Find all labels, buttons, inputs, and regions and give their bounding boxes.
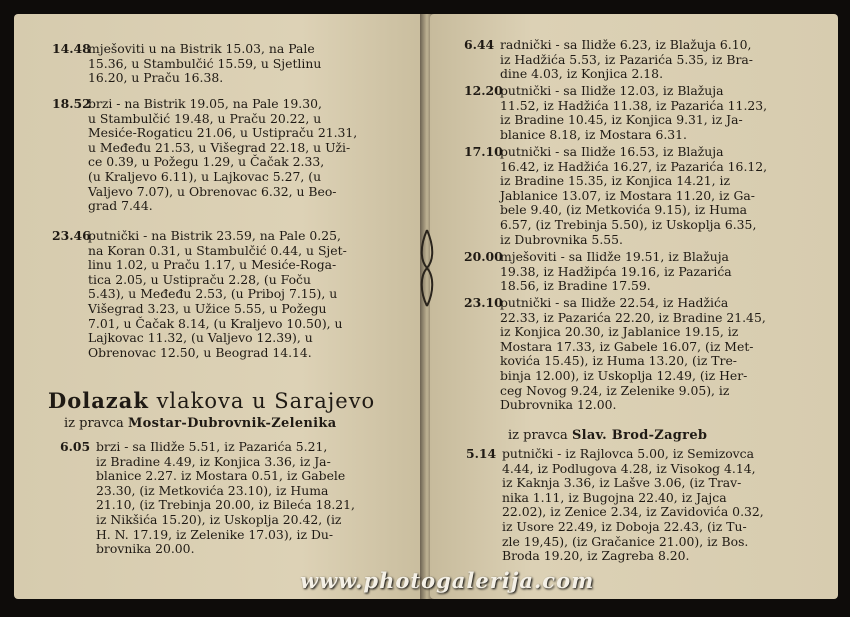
route-prefix: iz pravca <box>508 428 572 443</box>
entry-line: Obrenovac 12.50, u Beograd 14.14. <box>88 344 312 360</box>
entry-line: Jablanice 13.07, iz Mostara 11.20, iz Ga- <box>500 187 755 203</box>
departure-time: 18.52 <box>52 96 91 111</box>
entry-line: 6.57, (iz Trebinja 5.50), iz Uskoplja 6.35, <box>500 216 757 232</box>
entry-line: brzi - na Bistrik 19.05, na Pale 19.30, <box>88 96 322 111</box>
entry-line: 7.01, u Čačak 8.14, (u Kraljevo 10.50), u <box>88 315 343 331</box>
entry-line: nika 1.11, iz Bugojna 22.40, iz Jajca <box>502 489 727 505</box>
entry-line: linu 1.02, u Praču 1.17, u Mesiće-Roga- <box>88 257 337 273</box>
entry-line: Mesiće-Rogaticu 21.06, u Ustipraču 21.31, <box>88 125 358 141</box>
route-prefix: iz pravca <box>64 416 128 431</box>
entry-line: 4.44, iz Podlugova 4.28, iz Visokog 4.14, <box>502 460 756 476</box>
arrival-time: 5.14 <box>466 446 497 461</box>
entry-line: binja 12.00), iz Uskoplja 12.49, (iz Her- <box>500 367 748 383</box>
entry-line: zle 19,45), (iz Gračanice 21.00), iz Bos. <box>502 533 749 549</box>
entry-line: Lajkovac 11.32, (u Valjevo 12.39), u <box>88 330 313 346</box>
entry-line: iz Konjica 20.30, iz Jablanice 19.15, iz <box>500 324 739 340</box>
entry-line: 21.10, (iz Trebinja 20.00, iz Bileća 18.21, <box>96 497 355 513</box>
entry-line: grad 7.44. <box>88 198 153 214</box>
entry-line: ce 0.39, u Požegu 1.29, u Čačak 2.33, <box>88 154 325 170</box>
route-subheading <box>508 428 707 443</box>
entry-line: u Međeđu 21.53, u Višegrad 22.18, u Uži- <box>88 139 351 155</box>
entry-line: iz Hadžića 5.53, iz Pazarića 5.35, iz Bra- <box>500 51 753 67</box>
entry-line: 11.52, iz Hadžića 11.38, iz Pazarića 11.23, <box>500 97 768 113</box>
entry-line: blanice 8.18, iz Mostara 6.31. <box>500 126 687 142</box>
entry-line: radnički - sa Ilidže 6.23, iz Blažuja 6.10, <box>500 37 752 52</box>
arrival-time: 12.20 <box>464 83 503 98</box>
entry-line: Mostara 17.33, iz Gabele 16.07, (iz Met- <box>500 338 754 354</box>
watermark: www.photogalerija.com <box>300 568 595 593</box>
entry-line: 5.43), u Međeđu 2.53, (u Priboj 7.15), u <box>88 286 338 302</box>
heading-rest: vlakova u Sarajevo <box>148 389 376 413</box>
entry-line: tica 2.05, u Ustipraču 2.28, (u Foču <box>88 271 311 287</box>
arrival-time: 20.00 <box>464 249 503 264</box>
entry-line: brovnika 20.00. <box>96 541 195 557</box>
route-name: Slav. Brod-Zagreb <box>571 428 708 443</box>
entry-line: mješoviti u na Bistrik 15.03, na Pale <box>88 41 315 56</box>
entry-line: (u Kraljevo 6.11), u Lajkovac 5.27, (u <box>88 168 322 184</box>
entry-line: iz Bradine 10.45, iz Konjica 9.31, iz Ja- <box>500 112 743 128</box>
entry-line: mješoviti - sa Ilidže 19.51, iz Blažuja <box>500 249 729 264</box>
departure-time: 23.46 <box>52 228 91 243</box>
entry-line: iz Usore 22.49, iz Doboja 22.43, (iz Tu- <box>502 518 747 534</box>
arrival-time: 17.10 <box>464 144 503 159</box>
entry-line: ceg Novog 9.24, iz Zelenike 9.05), iz <box>500 382 730 398</box>
entry-line: bele 9.40, (iz Metkovića 9.15), iz Huma <box>500 202 748 218</box>
entry-line: 22.33, iz Pazarića 22.20, iz Bradine 21.45, <box>500 309 766 325</box>
entry-line: dine 4.03, iz Konjica 2.18. <box>500 66 664 82</box>
entry-line: Broda 19.20, iz Zagreba 8.20. <box>502 548 690 564</box>
entry-line: putnički - iz Rajlovca 5.00, iz Semizovca <box>502 446 755 461</box>
entry-line: blanice 2.27. iz Mostara 0.51, iz Gabele <box>96 468 346 484</box>
entry-line: iz Bradine 4.49, iz Konjica 3.36, iz Ja- <box>96 453 331 469</box>
entry-line: Višegrad 3.23, u Užice 5.55, u Požegu <box>88 300 327 316</box>
entry-line: putnički - sa Ilidže 12.03, iz Blažuja <box>500 83 724 98</box>
entry-line: putnički - sa Ilidže 16.53, iz Blažuja <box>500 144 724 159</box>
arrival-time: 23.10 <box>464 295 503 310</box>
section-heading <box>48 388 375 413</box>
arrival-time: 6.05 <box>60 439 91 454</box>
entry-line: 18.56, iz Bradine 17.59. <box>500 278 651 294</box>
entry-line: 16.20, u Praču 16.38. <box>88 70 224 86</box>
entry-line: H. N. 17.19, iz Zelenike 17.03), iz Du- <box>96 526 334 542</box>
heading-bold: Dolazak <box>48 388 149 413</box>
entry-line: Dubrovnika 12.00. <box>500 397 617 413</box>
route-subheading <box>64 416 336 431</box>
arrival-time: 6.44 <box>464 37 495 52</box>
entry-line: 16.42, iz Hadžića 16.27, iz Pazarića 16.12, <box>500 158 768 174</box>
binding-clip-icon <box>416 226 438 310</box>
entry-line: 23.30, (iz Metkovića 23.10), iz Huma <box>96 482 329 498</box>
entry-line: brzi - sa Ilidže 5.51, iz Pazarića 5.21, <box>96 439 328 454</box>
departure-time: 14.48 <box>52 41 91 56</box>
route-name: Mostar-Dubrovnik-Zelenika <box>127 416 337 431</box>
entry-line: iz Bradine 15.35, iz Konjica 14.21, iz <box>500 173 731 189</box>
entry-line: iz Nikšića 15.20), iz Uskoplja 20.42, (iz <box>96 511 342 527</box>
entry-line: 19.38, iz Hadžipća 19.16, iz Pazarića <box>500 263 732 279</box>
entry-line: kovića 15.45), iz Huma 13.20, (iz Tre- <box>500 353 737 369</box>
entry-line: putnički - sa Ilidže 22.54, iz Hadžića <box>500 295 729 310</box>
entry-line: iz Dubrovnika 5.55. <box>500 231 623 247</box>
entry-line: u Stambulčić 19.48, u Praču 20.22, u <box>88 110 322 126</box>
entry-line: putnički - na Bistrik 23.59, na Pale 0.25, <box>88 228 341 243</box>
entry-line: na Koran 0.31, u Stambulčić 0.44, u Sjet- <box>88 242 347 258</box>
entry-line: iz Kaknja 3.36, iz Lašve 3.06, (iz Trav- <box>502 475 742 491</box>
entry-line: 15.36, u Stambulčić 15.59, u Sjetlinu <box>88 55 322 71</box>
entry-line: Valjevo 7.07), u Obrenovac 6.32, u Beo- <box>88 183 337 199</box>
entry-line: 22.02), iz Zenice 2.34, iz Zavidovića 0.32, <box>502 504 764 520</box>
